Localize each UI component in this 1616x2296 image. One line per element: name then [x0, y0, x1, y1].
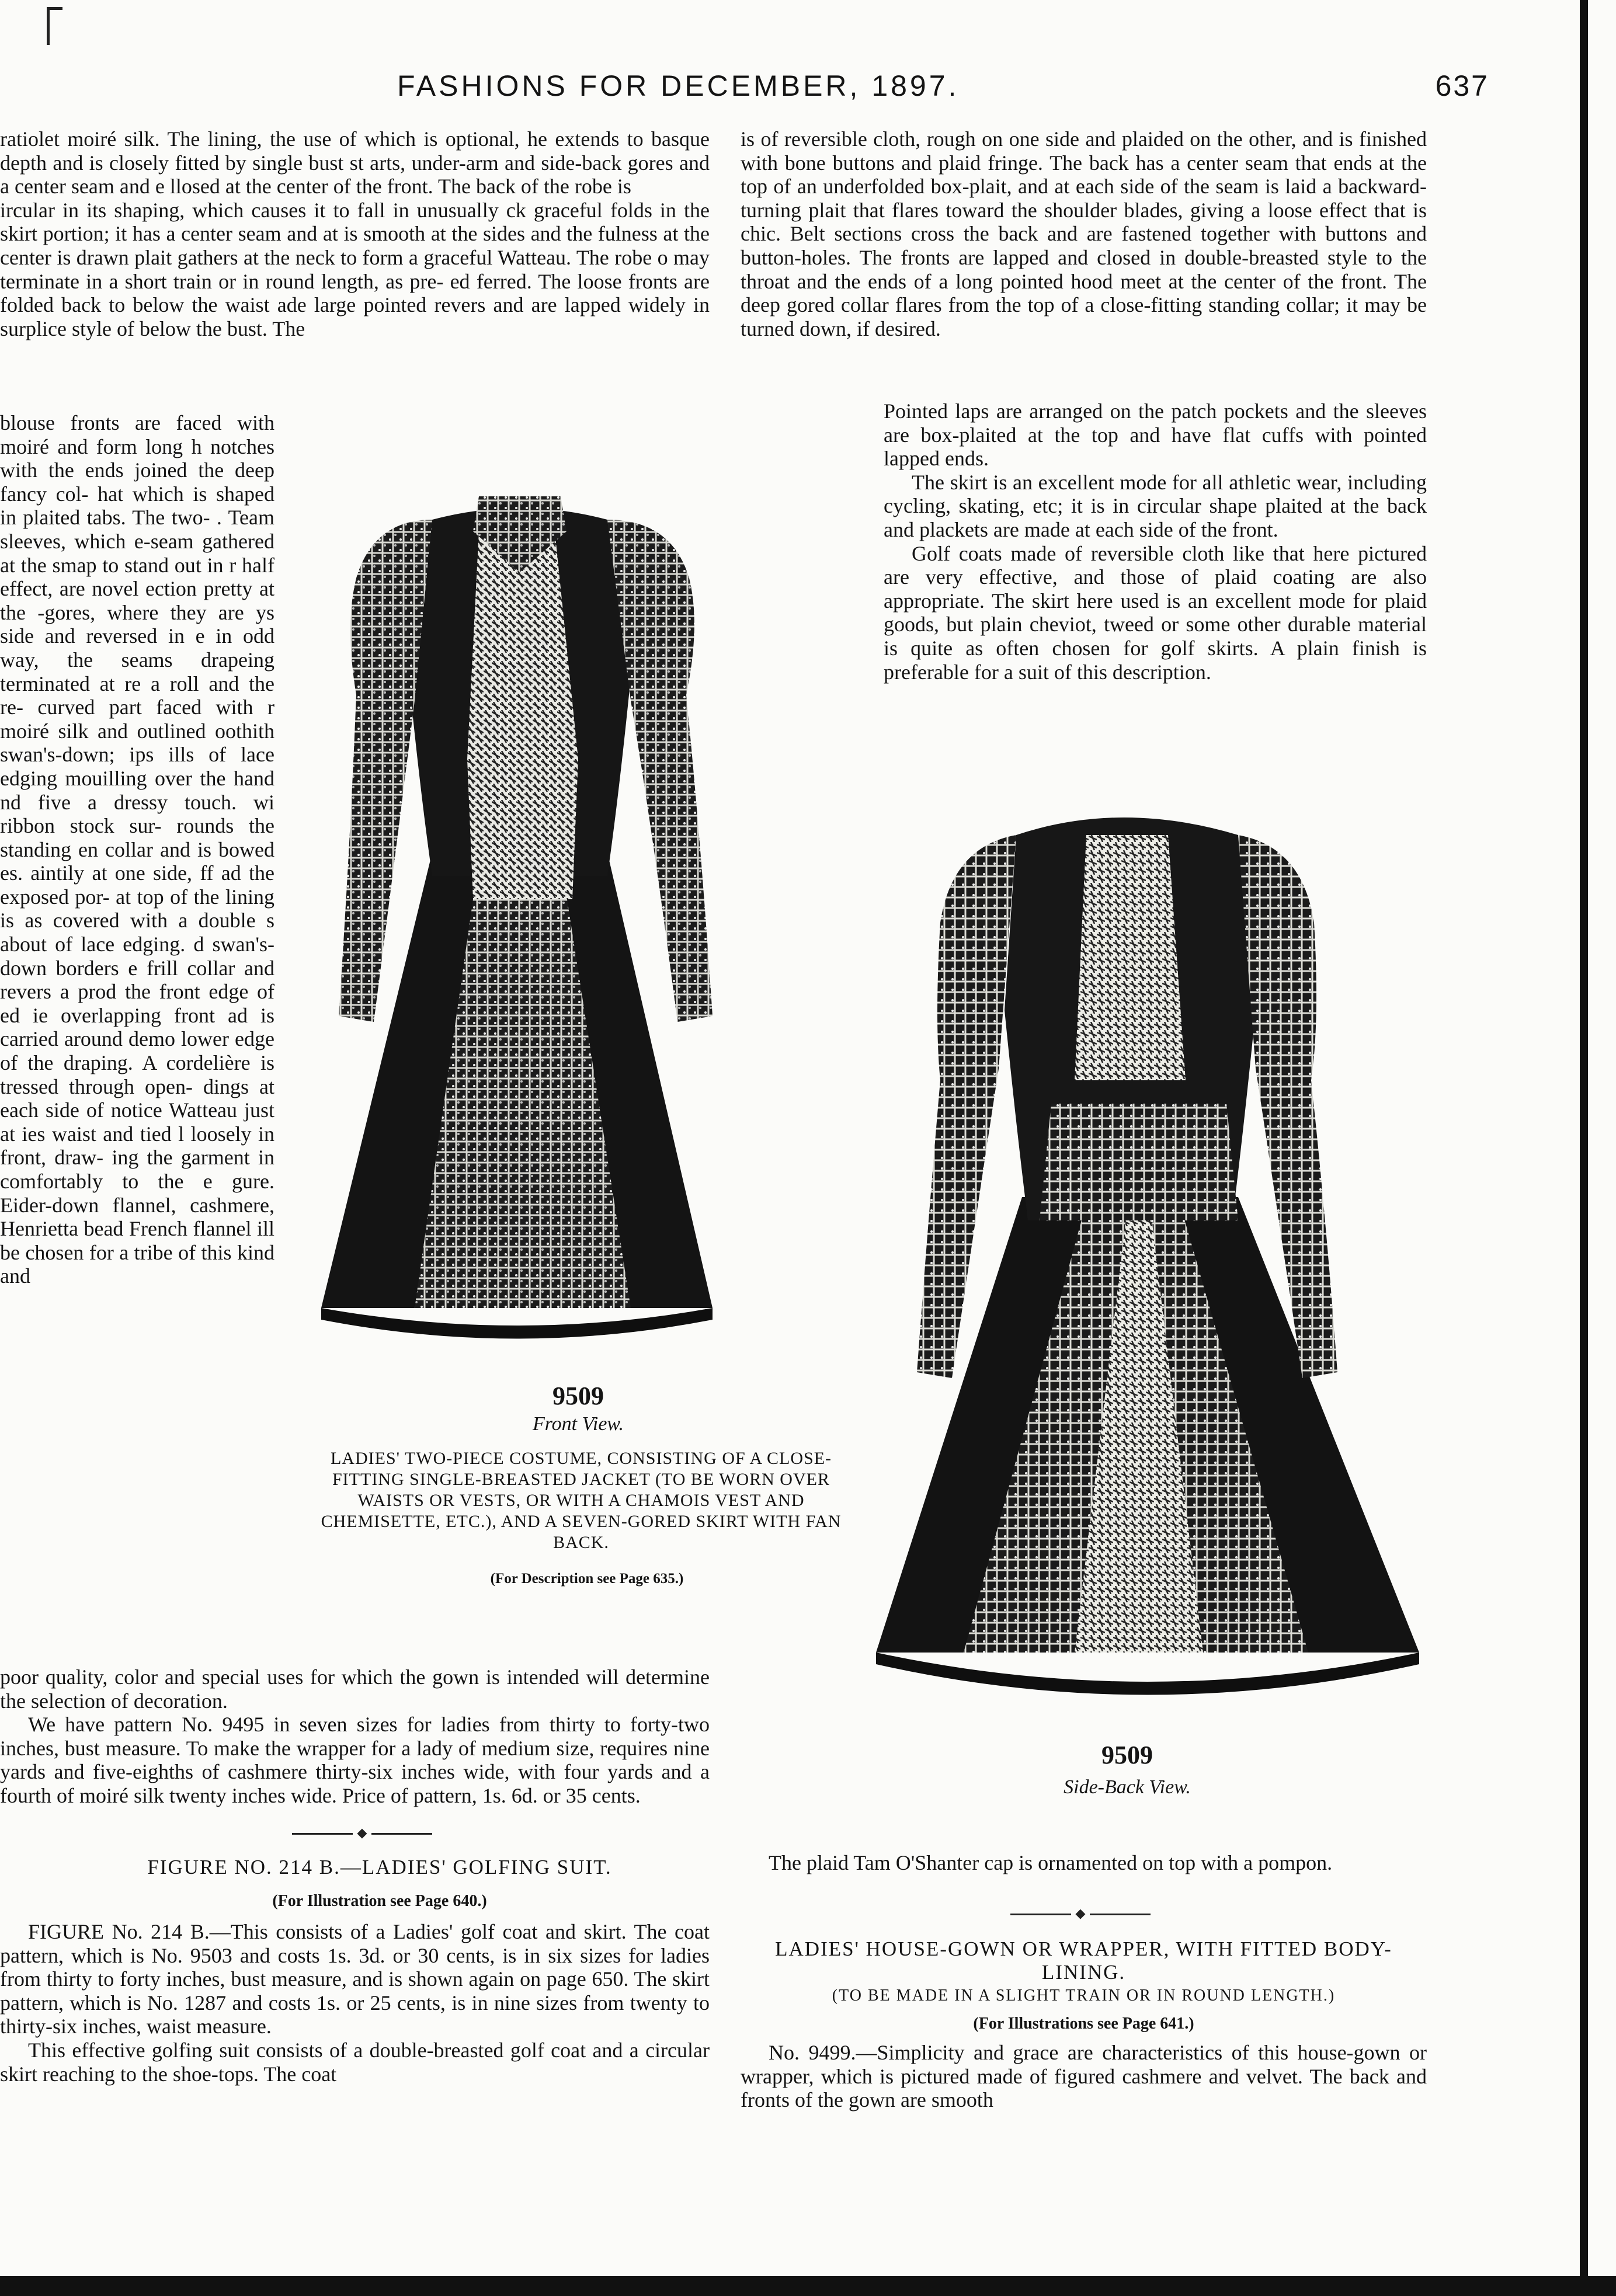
costume-side-back-drawing	[876, 777, 1431, 1734]
figure-caption-reference: (For Description see Page 635.)	[490, 1571, 684, 1587]
page-edge-bottom	[0, 2276, 1616, 2296]
paragraph: No. 9499.—Simplicity and grace are characteristics of this house-gown or wrapper, which is pictured made of figured cashmere and velvet. The back and fronts of the gown are smooth	[741, 2041, 1427, 2112]
paragraph: is of reversible cloth, rough on one side and plaided on the other, and is finished with bone buttons and plaid fringe. The back has a center seam that ends at the top of an underfolded box-plait, and at each side of the seam is laid a backward-turning plait that flares toward the shoulder blades, giving a loose effect that is chic. Belt sections cross the back and are fastened together with buttons and button-holes. The fronts are lapped and closed in double-breasted style to the throat and the ends of a long pointed hood meet at the center of the front. The deep gored collar flares from the top of a close-fitting standing collar; it may be turned down, if desired.	[741, 127, 1427, 340]
page-header	[0, 69, 1577, 110]
left-column-bottom	[0, 1665, 710, 1808]
page-edge-right	[1580, 0, 1588, 2296]
paragraph: Golf coats made of reversible cloth like that here pictured are very effective, and those of plaid coating are also appropriate. The skirt here used is an excellent mode for plaid goods, but plain cheviot, tweed or some other durable material is quite as often chosen for golf skirts. A plain finish is preferable for a suit of this description.	[884, 541, 1427, 684]
figure-view-front: Front View.	[532, 1413, 624, 1435]
paragraph: Pointed laps are arranged on the patch pockets and the sleeves are box-plaited at the top and have flat cuffs with pointed lapped ends.	[884, 399, 1427, 471]
golf-suit-subheading: (For Illustration see Page 640.)	[272, 1892, 487, 1910]
fashion-illustration-side-back-view	[876, 777, 1431, 1734]
house-gown-heading-note: (TO BE MADE IN A SLIGHT TRAIN OR IN ROUND LENGTH.)	[832, 1987, 1336, 2005]
section-divider	[292, 1822, 432, 1845]
house-gown-subheading: (For Illustrations see Page 641.)	[973, 2015, 1194, 2033]
page-number: 637	[1435, 69, 1489, 102]
paragraph: This effective golfing suit consists of a double-breasted golf coat and a circular skirt reaching to the shoe-tops. The coat	[0, 2038, 710, 2086]
paragraph: We have pattern No. 9495 in seven sizes for ladies from thirty to forty-two inches, bust measure. To make the wrapper for a lady of medium size, requires nine yards and five-eighths of cashmere thirty-six inches wide, with four yards and a fourth of moiré silk twenty inches wide. Price of pattern, 1s. 6d. or 35 cents.	[0, 1713, 710, 1807]
right-column-narrow	[884, 399, 1427, 684]
tam-oshanter-text	[741, 1851, 1427, 1875]
figure-view-back: Side-Back View.	[1064, 1776, 1191, 1798]
figure-number-back: 9509	[1101, 1741, 1153, 1769]
running-title: FASHIONS FOR DECEMBER, 1897.	[397, 69, 960, 102]
paragraph: FIGURE No. 214 B.—This consists of a Ladies' golf coat and skirt. The coat pattern, which is No. 9503 and costs 1s. 3d. or 30 cents, is in six sizes for ladies from thirty to forty inches, bust measure, and is shown again on page 650. The skirt pattern, which is No. 1287 and costs 1s. or 25 cents, is in nine sizes from twenty to thirty-six inches, waist measure.	[0, 1920, 710, 2038]
paragraph: ircular in its shaping, which causes it to fall in unusually ck graceful folds in the skirt portion; it has a center seam and at is smooth at the sides and the fulness at the center is drawn plait gathers at the neck to form a graceful Watteau. The robe o may terminate in a short train or in round length, as pre- ed ferred. The loose fronts are folded back to below the waist ade large pointed revers and are lapped widely in surplice style of below the bust. The	[0, 198, 710, 340]
left-column-top	[0, 127, 710, 340]
costume-front-drawing	[304, 432, 736, 1361]
house-gown-heading: LADIES' HOUSE-GOWN OR WRAPPER, WITH FITTED BODY-LINING.	[775, 1937, 1392, 1984]
fashion-illustration-front-view	[304, 432, 736, 1361]
section-divider	[1010, 1902, 1151, 1926]
paragraph: The plaid Tam O'Shanter cap is ornamented on top with a pompon.	[769, 1851, 1333, 1874]
paragraph: poor quality, color and special uses for which the gown is intended will determine the selection of decoration.	[0, 1665, 710, 1713]
figure-number-front: 9509	[552, 1382, 604, 1410]
right-column-top	[741, 127, 1427, 340]
scan-edge-mark	[47, 7, 62, 45]
paragraph: The skirt is an excellent mode for all athletic wear, including cycling, skating, etc; it is in circular shape plaited at the back and plackets are made at each side of the front.	[884, 470, 1427, 541]
paragraph: blouse fronts are faced with moiré and form long h notches with the ends joined the deep fancy col- hat which is shaped in plaited tabs. The two- . Team sleeves, which e-seam gathered at the smap to stand out in r half effect, are novel ection pretty at the -gores, where they are ys side and reversed in e in odd way, the seams drapeing terminated at re a roll and the re- curved part faced with r moiré silk and outlined oothith swan's-down; ips ills of lace edging mouilling over the hand nd five a dressy touch. wi ribbon stock sur- rounds the standing en collar and is bowed es. aintily at one side, ff ad the exposed por- at top of the lining is as covered with a double s about of lace edging. d swan's-down borders e frill collar and revers a prod the front edge of ed ie overlapping front ad is carried around demo lower edge of the draping. A cordelière is tressed through open- dings at each side of notice Watteau just at ies waist and tied l loosely in front, draw- ing the garment in comfortably to the e gure. Eider-down flannel, cashmere, Henrietta bead French flannel ill be chosen for a tribe of this kind and	[0, 411, 274, 1288]
golf-suit-text	[0, 1920, 710, 2086]
left-column-narrow	[0, 411, 274, 1288]
paragraph: ratiolet moiré silk. The lining, the use of which is optional, he extends to basque depth and is closely fitted by single bust st arts, under-arm and side-back gores and a center seam and e llosed at the center of the front. The back of the robe is	[0, 127, 710, 199]
figure-caption: LADIES' TWO-PIECE COSTUME, CONSISTING OF A CLOSE-FITTING SINGLE-BREASTED JACKET (TO BE WORN OVER WAISTS OR VESTS, OR WITH A CHAMOIS VEST AND CHEMISETTE, ETC.), AND A SEVEN-GORED SKIRT WITH FAN BACK.	[321, 1449, 842, 1552]
golf-suit-heading: FIGURE NO. 214 B.—LADIES' GOLFING SUIT.	[147, 1856, 612, 1878]
house-gown-text	[741, 2041, 1427, 2112]
